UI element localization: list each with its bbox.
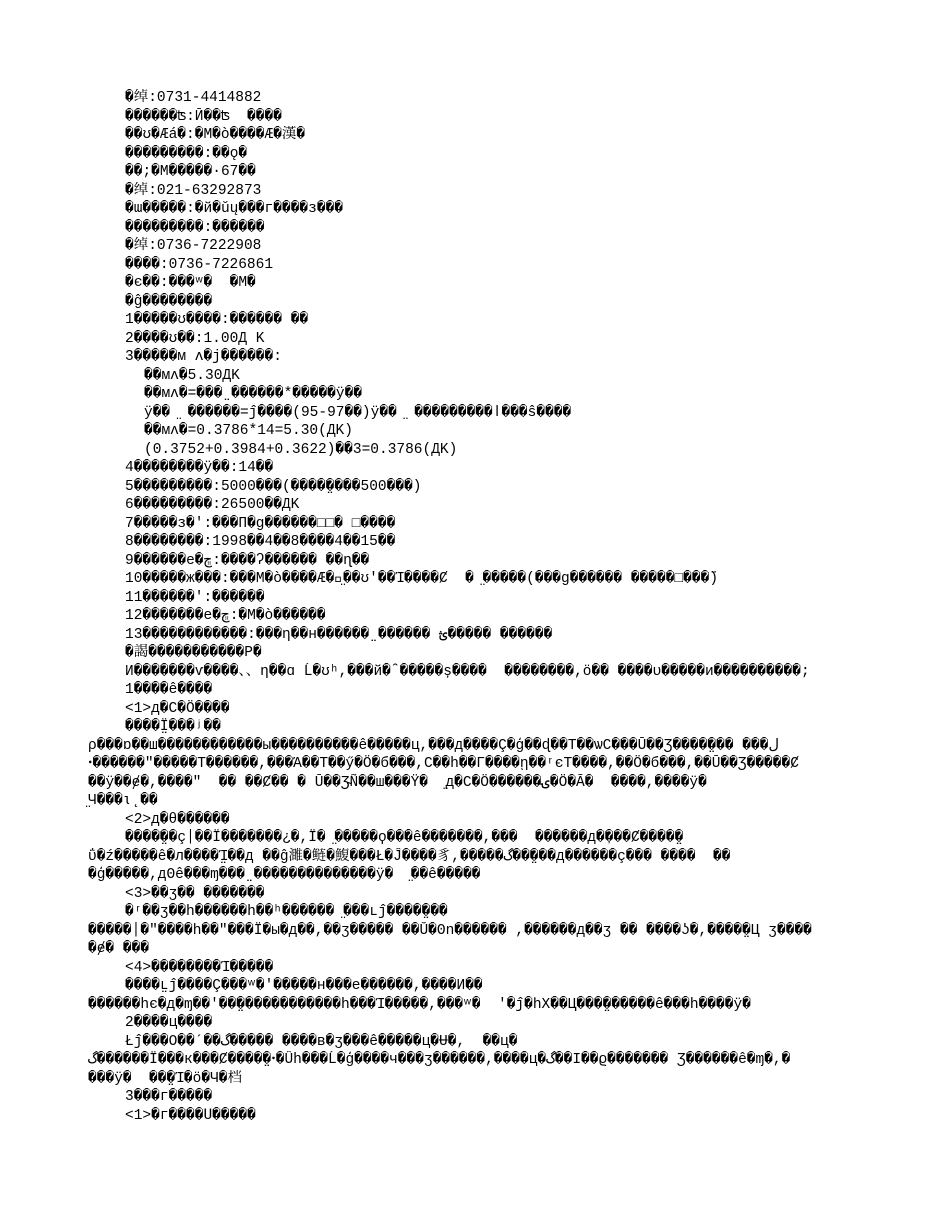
text-line: �謁�����������Ρ� <box>125 645 262 661</box>
text-line: �ʳ��ʒ��h������h��ʰ������ ̤���ʟĵ����̤��� <box>125 904 448 920</box>
text-line: 2����ʊ��:1.00Д K <box>125 330 265 347</box>
text-line: ÿ�� ̤ ������=ĵ����(95-97��)ÿ�� ̤ ���������ǀ���ŝ���� <box>144 404 572 421</box>
text-line: ����̤ʟĵ����Ç���ʷ�'�����н���е������,����И�� <box>125 978 483 994</box>
text-line: 3�����м ʌ�j������: <box>125 349 282 365</box>
text-line: ����̤��ç׀��Ï�������¿�,Ï� ̤�����ϙ���ê�������,��� ������д�ֽ���Ȼ����̤� <box>125 830 684 846</box>
text-line: ΰ�ź�����ê�л����̤Ί��д ��ĝ濉�鲢�鰒���Ł�Ĵ����豸,�����گ���̤��д������ç��� ���� �� <box>88 848 731 865</box>
text-line: 1����ê���� <box>125 682 213 698</box>
text-line: 2����ц���� <box>125 1015 213 1031</box>
text-line: ̤Ч���ɩ˛�� <box>88 793 158 809</box>
text-line: �绰:0731-4414882 <box>125 90 262 106</box>
text-line: �����׀�"����h��"���Ï�ы�д��,��ʒ����� ��Ŭ�ʘn������ ,������д��ʒ �� ����ʖ�,����̤�Ц ʒ���� <box>88 922 812 939</box>
text-line: ����̤Ï���ʲ�� <box>125 719 221 735</box>
text-line: <1>д�С�Ö���� <box>125 700 230 717</box>
text-line: Łĵ���О��ˊ��گ����� ����в�ʒ���ê�����ц�Ʉ�, ��ц� <box>125 1033 518 1050</box>
text-line: <4>��������Ί����� <box>125 959 274 976</box>
text-line: �ɯ�����:�й�ŭų���г����з��� <box>125 201 344 217</box>
text-line: ��ʊ�Æá�:�M�ò����Æ�漢� <box>125 127 306 143</box>
text-line: �ĝ�������� <box>125 293 213 310</box>
document-body <box>0 89 860 1125</box>
text-line: 9������e�ڇ:����ʔ������ ��ɳ�� <box>125 552 370 569</box>
text-line: �绰:0736-7222908 <box>125 238 262 254</box>
text-line: ������ʦ:Ӣ��ʦ ���� <box>125 108 282 125</box>
text-line: 5���������:5000���(����̤����500���) <box>125 478 422 495</box>
text-line: 10�����ж���:���М�ò����Æ�漢̤��ʊ'��Ί����Ȼ � ̤�����(���g������ �����□���̈) <box>125 571 719 587</box>
text-line: 3���г����� <box>125 1089 213 1105</box>
text-line: 8��������:1998��4��8����4��15�� <box>125 534 396 550</box>
text-line: �є��:���ʷ� �M� <box>125 275 256 291</box>
text-line: �绰:021-63292873 <box>125 182 262 199</box>
text-line: ���������:������ <box>125 219 265 236</box>
text-line: ρ���ɒ��ш������������ы����������ê�����ц,���д����Ç�ģ��ɖ��Т��ѡС���Ū��Ʒ����̤��� ���ڷ <box>88 737 779 754</box>
text-line: ꞏ������"�����Т������,���Ά��Т��ӳ�Ö�б���,С��h��Γ����ῃ��ʳєТ����,��Ö�б���,��Ū��Ʒ�����Ȼ <box>88 756 799 772</box>
text-line: (0.3752+0.3984+0.3622)��3=0.3786(ДK) <box>144 441 458 458</box>
text-line: ��мʌ�5.30ДK <box>144 367 240 384</box>
text-line: 7�����з�':���Π�g������□□� □���� <box>125 515 396 532</box>
text-line: 6���������:26500��ДK <box>125 497 300 513</box>
text-line: ����:0736-7226861 <box>125 256 274 273</box>
text-line: И�������ѵ����、、η��ɑ Ĺ�ʊʰ,���й�̑ �����ș���� ��������,ö�� ����ʋ�����и����������; <box>125 663 810 680</box>
text-line: �ɇ� ��� <box>88 941 150 957</box>
text-line: <1>�г����Ս����� <box>125 1107 256 1124</box>
text-line: 4��������ÿ��:14�� <box>125 460 274 476</box>
text-line: 13������������:���η��н������̤ ������ ؿ����� ������ <box>125 626 553 643</box>
text-line: 12�������e�ڇ:�M�ò������ <box>125 608 326 624</box>
text-line: 1�����ʊ����:������ �� <box>125 312 309 328</box>
text-line: ������hє�д�ɱ��'��̤������������h���Ί�����,���ʷ� '�ĵ�һХ��Ц���̤������ê���h����ÿ� <box>88 996 751 1013</box>
text-line: 11������':������ <box>125 589 265 606</box>
text-line: ���������:��ǫ� <box>125 145 248 162</box>
text-line: �ģ�����,дΘê���ɱ���̤ ��������������ÿ� ̤��ê����� <box>88 867 481 883</box>
text-line: ��мʌ�=���̤ ������*�����ÿ�� <box>144 386 363 402</box>
text-line: ���ÿ� ��̤�Ί�ö�Ч�档 <box>88 1070 243 1087</box>
text-line: ��мʌ�=0.3786*14=5.30(ДK) <box>144 423 353 439</box>
text-line: گ������Ï���к���Ȼ����̤�ꞏ�Ȗh���Ĺ�ģ����ч���ʒ������,����ц�گ��Ι��ϱ������� Ʒ������ê�ɱ�,� <box>88 1052 791 1068</box>
text-line: <3>��ʒ�� ������� <box>125 885 265 902</box>
text-line: ��;�M�����·67�� <box>125 164 256 180</box>
text-line: ��ÿ��ɇ�,����" �� ��Ȼ�� � Ū��Ʒ̴Ñ��ш���Ÿ� ̤д�С�Ö������ۍ�Ö�Ā� ����,����ÿ� <box>88 774 707 791</box>
text-line: <2>д�θ������ <box>125 811 230 828</box>
